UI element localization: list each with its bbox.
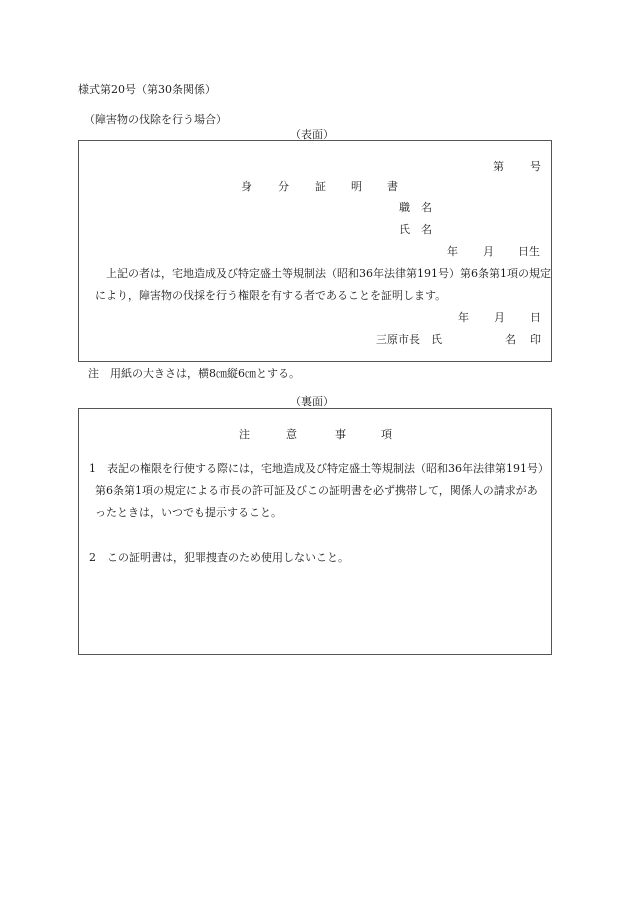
paper-size-note: 注 用紙の大きさは，横8㎝縦6㎝とする。 (88, 367, 300, 380)
number-go: 号 (530, 160, 541, 173)
certification-text-line1: 上記の者は，宅地造成及び特定盛土等規制法（昭和36年法律第191号）第6条第1項の規定 (106, 267, 551, 280)
number-dai: 第 (493, 160, 504, 173)
title-char: 証 (315, 180, 326, 193)
certificate-title (241, 178, 401, 192)
birth-day: 日生 (518, 245, 540, 258)
issue-year: 年 (458, 311, 469, 324)
issuer-name-suffix: 名 (505, 333, 516, 346)
title-char: 明 (351, 180, 362, 193)
issue-day: 日 (530, 311, 541, 324)
birth-month: 月 (483, 245, 494, 258)
certification-text-line2: により，障害物の伐採を行う権限を有する者であることを証明します。 (95, 289, 447, 302)
heading-char: 意 (286, 428, 297, 441)
heading-char: 事 (335, 428, 346, 441)
title-char: 身 (241, 180, 252, 193)
seal-mark: 印 (530, 333, 541, 346)
heading-char: 項 (381, 428, 392, 441)
front-card (78, 140, 552, 362)
birth-year: 年 (447, 245, 458, 258)
title-char: 分 (278, 180, 289, 193)
notice-item-1-line1: 1 表記の権限を行使する際には，宅地造成及び特定盛土等規制法（昭和36年法律第191号） (89, 462, 549, 475)
front-label: （表面） (290, 128, 334, 141)
job-title-label: 職 名 (399, 201, 432, 214)
title-char: 書 (387, 180, 398, 193)
heading-char: 注 (239, 428, 250, 441)
notice-item-1-line3: ったときは，いつでも提示すること。 (95, 506, 282, 519)
back-label: （裏面） (290, 395, 334, 408)
issuer-label: 三原市長 氏 (376, 333, 442, 346)
notice-item-2: 2 この証明書は，犯罪捜査のため使用しないこと。 (89, 551, 349, 564)
notice-item-1-line2: 第6条第1項の規定による市長の許可証及びこの証明書を必ず携帯して，関係人の請求があ (95, 484, 538, 497)
form-number: 様式第20号（第30条関係） (78, 83, 216, 96)
notice-heading (239, 426, 399, 440)
name-label: 氏 名 (399, 223, 432, 236)
case-note: （障害物の伐除を行う場合） (84, 113, 227, 126)
back-card (78, 408, 552, 655)
issue-month: 月 (494, 311, 505, 324)
